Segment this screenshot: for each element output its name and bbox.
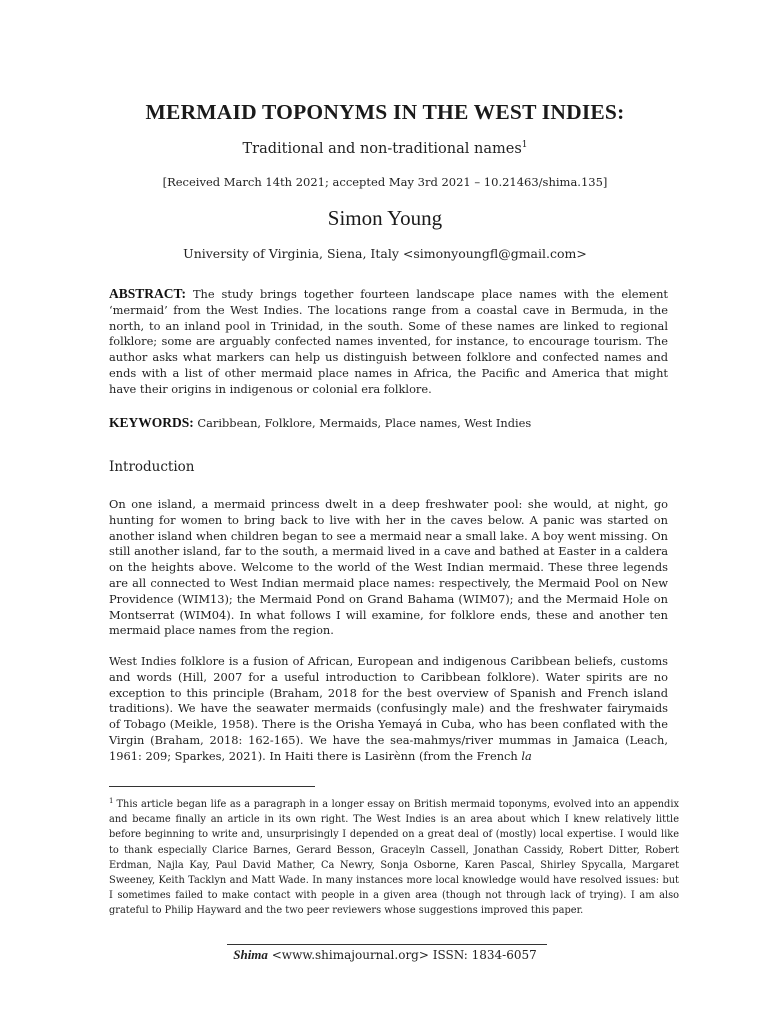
- footnote-mark: 1: [109, 797, 114, 805]
- subtitle-text: Traditional and non-traditional names: [242, 141, 522, 157]
- journal-url-issn[interactable]: <www.shimajournal.org> ISSN: 1834-6057: [271, 948, 537, 962]
- received-dates: [Received March 14th 2021; accepted May 3rd 2021 – 10.21463/shima.135]: [162, 175, 608, 189]
- keywords-text: Caribbean, Folklore, Mermaids, Place names, West Indies: [197, 416, 532, 430]
- article-title: MERMAID TOPONYMS IN THE WEST INDIES:: [145, 100, 625, 124]
- keywords: [109, 415, 668, 432]
- journal-name: Shima: [233, 947, 268, 962]
- abstract-label: ABSTRACT:: [109, 286, 187, 301]
- subtitle-footnote-mark[interactable]: 1: [521, 140, 528, 150]
- page-footer: [0, 947, 770, 963]
- footnote: [109, 794, 679, 919]
- footnote-text: This article began life as a paragraph in a longer essay on British mermaid toponyms, evolved into an appendix and became finally an article in its own right. The West Indies is an area about which I knew relatively little before beginning to write and, unsurprisingly I depended on a great deal of (mostly) local expertise. I would like to thank especially Clarice Barnes, Gerard Besson, Graceyln Cassell, Jonathan Cassidy, Robert Ditter, Robert Erdman, Najla Kay, Paul David Mather, Ca Newry, Sonja Osborne, Karen Pascal, Shirley Spycalla, Margaret Sweeney, Keith Tacklyn and Matt Wade. In many instances more local knowledge would have resolved issues: but I sometimes failed to make contact with people in a given area (though not through lack of trying). I am also grateful to Philip Hayward and the two peer reviewers whose suggestions improved this paper.: [109, 799, 679, 917]
- section-heading-introduction: Introduction: [109, 459, 195, 475]
- author-name: Simon Young: [327, 206, 443, 230]
- abstract-text: The study brings together fourteen landscape place names with the element ‘mermaid’ from the West Indies. The locations range from a coastal cave in Bermuda, in the north, to an inland pool in Trinidad, in the south. Some of these names are linked to regional folklore; some are arguably confected names invented, for instance, to encourage tourism. The author asks what markers can help us distinguish between folklore and confected names and ends with a list of other mermaid place names in Africa, the Pacific and America that might have their origins in indigenous or colonial era folklore.: [109, 287, 668, 396]
- paragraph-2-text: West Indies folklore is a fusion of African, European and indigenous Caribbean beliefs, customs and words (Hill, 2007 for a useful introduction to Caribbean folklore). Water spirits are no exception to this principle (Braham, 2018 for the best overview of Spanish and French island traditions). We have the seawater mermaids (confusingly male) and the freshwater fairymaids of Tobago (Meikle, 1958). There is the Orisha Yemayá in Cuba, who has been conflated with the Virgin (Braham, 2018: 162-165). We have the sea-mahmys/river mummas in Jamaica (Leach, 1961: 209; Sparkes, 2021). In Haiti there is Lasirènn (from the French: [109, 654, 668, 763]
- footer-divider: [227, 944, 547, 945]
- keywords-label: KEYWORDS:: [109, 415, 194, 430]
- paragraph-1: On one island, a mermaid princess dwelt in a deep freshwater pool: she would, at night, go hunting for women to bring back to live with her in the caves below. A panic was started on another island when children began to see a mermaid near a small lake. A boy went missing. On still another island, far to the south, a mermaid lived in a cave and bathed at Easter in a caldera on the heights above. Welcome to the world of the West Indian mermaid. These three legends are all connected to West Indian mermaid place names: respectively, the Mermaid Pool on New Providence (WIM13); the Mermaid Pond on Grand Bahama (WIM07); and the Mermaid Hole on Montserrat (WIM04). In what follows I will examine, for folklore ends, these and another ten mermaid place names from the region.: [109, 497, 668, 638]
- footnote-divider: [109, 786, 315, 787]
- abstract: [109, 286, 668, 398]
- article-subtitle: [0, 140, 770, 157]
- paragraph-2-italic: la: [521, 748, 532, 763]
- author-affiliation: University of Virginia, Siena, Italy <simonyoungfl@gmail.com>: [183, 246, 587, 261]
- paragraph-2: [109, 654, 668, 765]
